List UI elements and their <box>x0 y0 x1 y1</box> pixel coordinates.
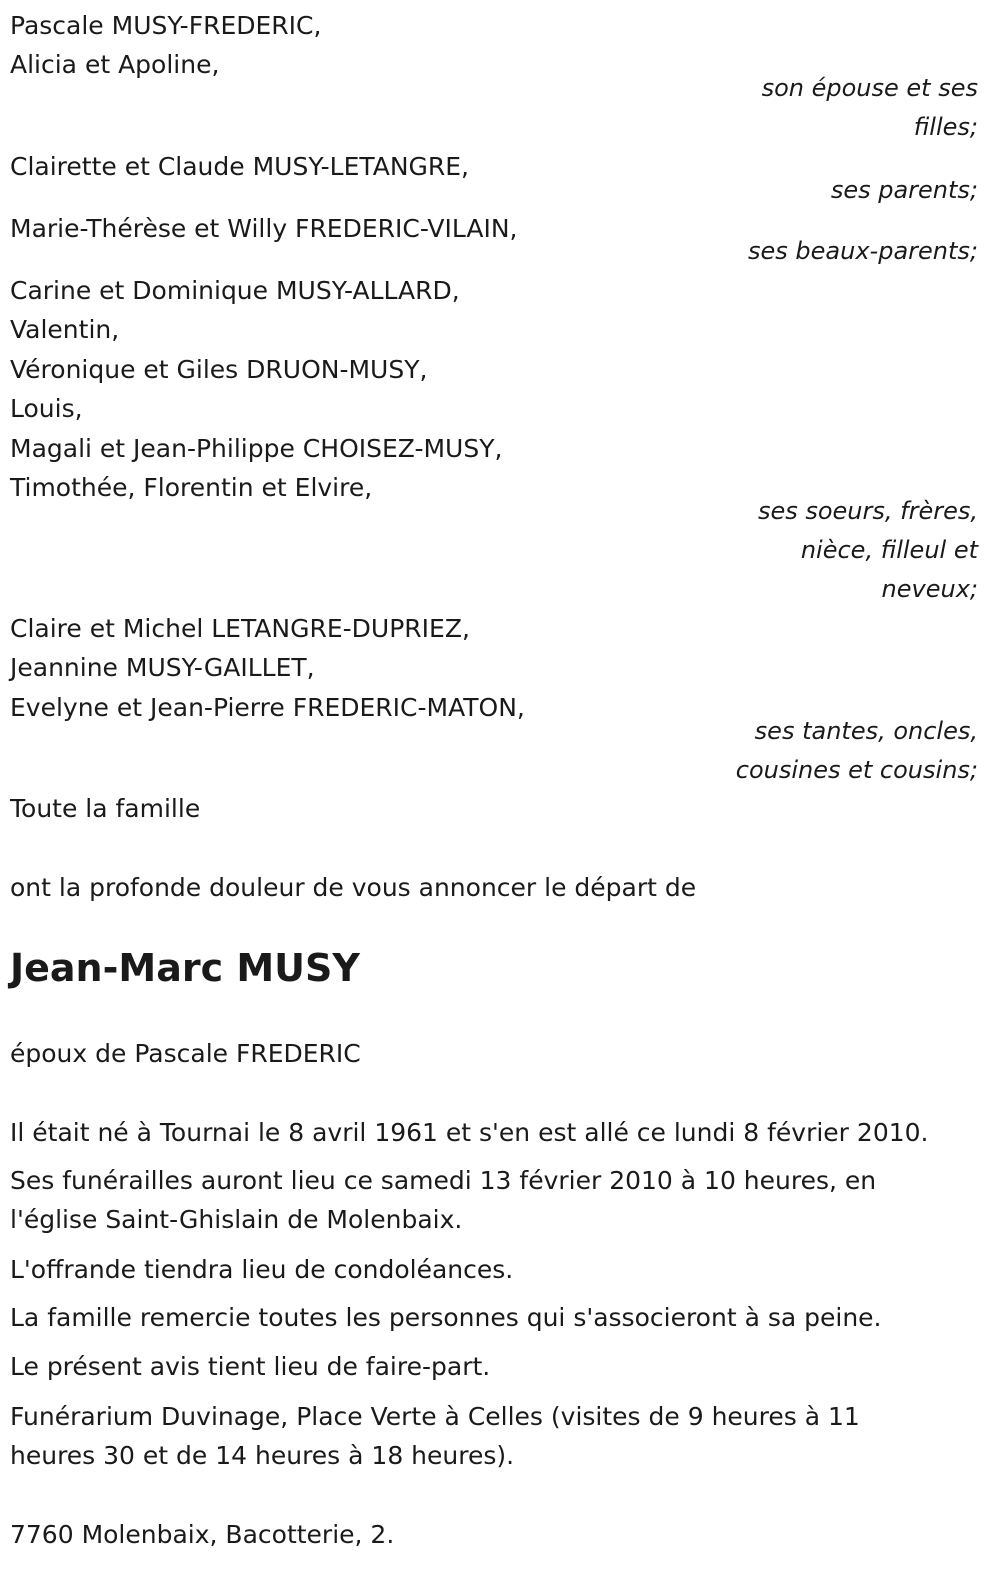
all-family-line: Toute la famille <box>10 794 201 823</box>
relation-label <box>698 171 978 210</box>
family-member-line: Timothée, Florentin et Elvire, <box>10 473 373 502</box>
relation-label <box>698 492 978 609</box>
funerarium-line: heures 30 et de 14 heures à 18 heures). <box>10 1441 515 1470</box>
relation-label-line: ses soeurs, frères, <box>757 497 978 525</box>
funeral-paragraph <box>10 1161 978 1239</box>
notice-line: Le présent avis tient lieu de faire-part. <box>10 1352 491 1381</box>
deceased-name: Jean-Marc MUSY <box>10 946 360 990</box>
relation-label-line: nièce, filleul et <box>800 536 978 564</box>
relation-label-line: son épouse et ses <box>761 74 978 102</box>
funerarium-line: Funérarium Duvinage, Place Verte à Celles (visites de 9 heures à 11 <box>10 1402 860 1431</box>
relation-label-line: filles; <box>913 113 978 141</box>
spouse-line: époux de Pascale FREDERIC <box>10 1039 361 1068</box>
relation-label <box>698 712 978 790</box>
funeral-line: l'église Saint-Ghislain de Molenbaix. <box>10 1205 463 1234</box>
offering-line: L'offrande tiendra lieu de condoléances. <box>10 1255 514 1284</box>
family-member-line: Magali et Jean-Philippe CHOISEZ-MUSY, <box>10 434 503 463</box>
relation-label-line: ses beaux-parents; <box>748 237 978 265</box>
family-member-line: Jeannine MUSY-GAILLET, <box>10 653 315 682</box>
funeral-line: Ses funérailles auront lieu ce samedi 13 février 2010 à 10 heures, en <box>10 1166 877 1195</box>
family-member-line: Evelyne et Jean-Pierre FREDERIC-MATON, <box>10 693 525 722</box>
relation-label-line: neveux; <box>881 575 978 603</box>
family-member-line: Véronique et Giles DRUON-MUSY, <box>10 355 428 384</box>
relation-label-line: cousines et cousins; <box>735 756 978 784</box>
address-line: 7760 Molenbaix, Bacotterie, 2. <box>10 1520 395 1549</box>
family-member-line: Valentin, <box>10 315 120 344</box>
relation-label-line: ses tantes, oncles, <box>754 717 978 745</box>
obituary-notice <box>10 0 978 1590</box>
relation-label <box>698 232 978 271</box>
relation-label-line: ses parents; <box>830 176 978 204</box>
announcement-text: ont la profonde douleur de vous annoncer le départ de <box>10 873 697 902</box>
funerarium-paragraph <box>10 1397 978 1475</box>
birth-death-line: Il était né à Tournai le 8 avril 1961 et s'en est allé ce lundi 8 février 2010. <box>10 1118 929 1147</box>
family-member-line: Carine et Dominique MUSY-ALLARD, <box>10 276 460 305</box>
family-member-line: Claire et Michel LETANGRE-DUPRIEZ, <box>10 614 470 643</box>
family-member-line: Marie-Thérèse et Willy FREDERIC-VILAIN, <box>10 214 518 243</box>
family-member-line: Pascale MUSY-FREDERIC, <box>10 11 322 40</box>
family-member-line: Alicia et Apoline, <box>10 50 220 79</box>
relation-label <box>698 69 978 147</box>
family-member-line: Clairette et Claude MUSY-LETANGRE, <box>10 152 470 181</box>
thanks-line: La famille remercie toutes les personnes qui s'associeront à sa peine. <box>10 1303 882 1332</box>
family-member-line: Louis, <box>10 394 83 423</box>
